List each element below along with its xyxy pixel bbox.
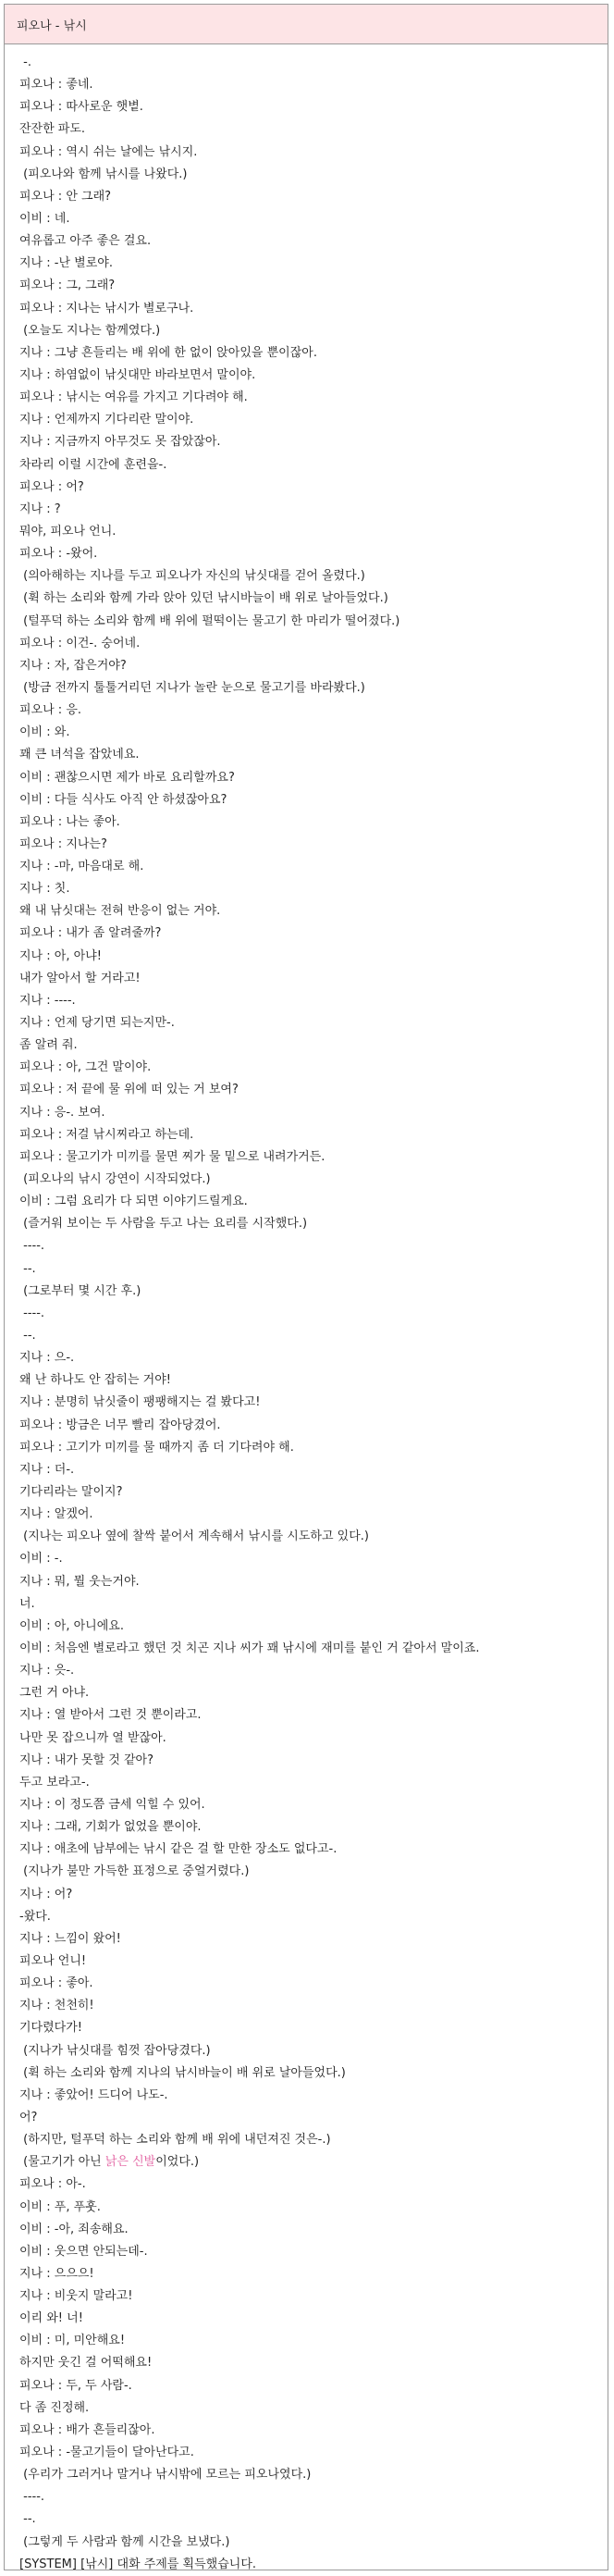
dialogue-panel [4, 4, 608, 2570]
line-text: 피오나 : 아, 그건 말이야. [19, 1060, 152, 1075]
line-text: 피오나 : 물고기가 미끼를 물면 찌가 물 밑으로 내려가거든. [19, 1149, 325, 1164]
page-title: 피오나 - 낚시 [17, 19, 87, 33]
dialogue-line [19, 1504, 608, 1526]
line-text: 다 좀 진정해. [19, 2400, 90, 2415]
dialogue-line [19, 946, 608, 968]
line-text: 피오나 : 저걸 낚시찌라고 하는데. [19, 1127, 194, 1142]
dialogue-line [19, 1057, 608, 1079]
line-text: 두고 보라고-. [19, 1775, 90, 1790]
dialogue-line [19, 1281, 608, 1303]
dialogue-line [19, 744, 608, 766]
line-text: 지나 : 천천히! [19, 1999, 94, 2013]
dialogue-line [19, 990, 608, 1012]
dialogue-line [19, 856, 608, 878]
line-text: 이비 : -. [19, 1552, 63, 1567]
dialogue-line [19, 1437, 608, 1459]
line-text: 피오나 : 그, 그래? [19, 279, 116, 293]
line-text: 지나 : 더-. [19, 1462, 75, 1477]
line-text: 피오나 : -물고기들이 달아난다고. [19, 2446, 194, 2460]
dialogue-line [19, 1124, 608, 1146]
dialogue-line [19, 1146, 608, 1169]
dialogue-line [19, 1571, 608, 1593]
line-text: 지나 : 응-. 보여. [19, 1105, 105, 1120]
line-text: 지나 : 내가 못할 것 같아? [19, 1752, 154, 1767]
line-text: 지나 : 비웃지 말라고! [19, 2289, 133, 2304]
line-text: 지나 : 알겠어. [19, 1507, 93, 1522]
line-text: 피오나 언니! [19, 1953, 87, 1968]
line-text: 좀 알려 줘. [19, 1038, 78, 1053]
dialogue-line [19, 1526, 608, 1548]
line-text: (의아해하는 지나를 두고 피오나가 자신의 낚싯대를 걷어 올렸다.) [19, 569, 365, 584]
line-text: 기다렸다가! [19, 2021, 83, 2036]
dialogue-line [19, 2532, 608, 2554]
dialogue-line [19, 2486, 608, 2508]
line-text: (그로부터 몇 시간 후.) [19, 1283, 141, 1298]
line-text: 너. [19, 1596, 35, 1611]
line-text: 꽤 큰 녀석을 잡았네요. [19, 748, 140, 762]
line-text: 지나 : 열 받아서 그런 것 뿐이라고. [19, 1708, 202, 1723]
dialogue-line [19, 1459, 608, 1481]
dialogue-line [19, 275, 608, 297]
dialogue-line [19, 677, 608, 700]
dialogue-line [19, 409, 608, 431]
line-text: 피오나 : -왔어. [19, 547, 98, 562]
dialogue-line [19, 431, 608, 453]
line-text: 피오나 : 저 끝에 물 위에 떠 있는 거 보여? [19, 1083, 239, 1097]
dialogue-line [19, 2352, 608, 2374]
dialogue-line [19, 2330, 608, 2352]
dialogue-line [19, 74, 608, 96]
dialogue-line [19, 208, 608, 230]
line-text: --. [19, 2512, 36, 2527]
dialogue-line [19, 2308, 608, 2330]
dialogue-line [19, 2464, 608, 2486]
dialogue-line [19, 2107, 608, 2129]
dialogue-line [19, 2174, 608, 2196]
dialogue-line [19, 1012, 608, 1034]
line-text: 이리 와! 너! [19, 2311, 83, 2326]
dialogue-line [19, 834, 608, 856]
dialogue-line [19, 2241, 608, 2263]
line-text: (우리가 그러거나 말거나 낚시밖에 모르는 피오나였다.) [19, 2468, 312, 2483]
line-text: 내가 알아서 할 거라고! [19, 971, 141, 985]
line-text: 지나 : 으-. [19, 1351, 75, 1366]
highlighted-item: 낡은 신발 [104, 2155, 156, 2170]
dialogue-line [19, 1816, 608, 1839]
line-text: 피오나 : 두, 두 사람-. [19, 2378, 132, 2393]
dialogue-line [19, 611, 608, 633]
dialogue-line [19, 1034, 608, 1057]
dialogue-line [19, 2397, 608, 2420]
line-text: 지나 : 칫. [19, 882, 70, 897]
dialogue-line [19, 2017, 608, 2039]
line-text: 이비 : 푸, 푸훗. [19, 2199, 101, 2214]
dialogue-line [19, 1750, 608, 1772]
dialogue-line [19, 142, 608, 164]
title-bar [5, 5, 608, 44]
line-text: 이비 : 괜찮으시면 제가 바로 요리할까요? [19, 770, 235, 785]
line-text: 지나 : 그냥 흔들리는 배 위에 한 없이 앉아있을 뿐이잖아. [19, 345, 317, 360]
dialogue-line [19, 521, 608, 543]
dialogue-line [19, 1235, 608, 1257]
line-text: (즐거워 보이는 두 사람을 두고 나는 요리를 시작했다.) [19, 1217, 308, 1232]
line-text: (휙 하는 소리와 함께 지나의 낚시바늘이 배 위로 날아들었다.) [19, 2065, 346, 2080]
dialogue-line [19, 1369, 608, 1392]
dialogue-line [19, 811, 608, 834]
dialogue-line [19, 1906, 608, 1928]
dialogue-line [19, 1415, 608, 1437]
line-text: (오늘도 지나는 함께였다.) [19, 323, 161, 338]
dialogue-line [19, 1839, 608, 1861]
line-text: (물고기가 아닌 [19, 2155, 105, 2170]
line-text: 지나 : -난 별로야. [19, 256, 113, 271]
line-text: 지나 : -마, 마음대로 해. [19, 860, 144, 874]
dialogue-line [19, 2062, 608, 2085]
dialogue-line [19, 499, 608, 521]
line-text: 피오나 : 지나는? [19, 836, 107, 851]
line-text: 피오나 : 지나는 낚시가 별로구나. [19, 301, 194, 316]
dialogue-line [19, 968, 608, 990]
dialogue-line [19, 655, 608, 677]
line-text: 지나 : 분명히 낚싯줄이 팽팽해지는 걸 봤다고! [19, 1395, 261, 1410]
dialogue-line [19, 700, 608, 722]
dialogue-line [19, 1481, 608, 1504]
dialogue-line [19, 2442, 608, 2464]
line-text: (털푸덕 하는 소리와 함께 배 위에 펄떡이는 물고기 한 마리가 떨어졌다.) [19, 613, 400, 628]
dialogue-line [19, 1347, 608, 1369]
line-text: 피오나 : 좋네. [19, 78, 93, 93]
dialogue-line [19, 1884, 608, 1906]
line-text: 지나 : 지금까지 아무것도 못 잡았잖아. [19, 435, 221, 450]
line-text: 지나 : 뭐, 뭘 웃는거야. [19, 1574, 140, 1589]
line-text: 나만 못 잡으니까 열 받잖아. [19, 1730, 166, 1745]
line-text: --. [19, 1261, 36, 1276]
line-text: 피오나 : 따사로운 햇볕. [19, 100, 143, 115]
line-text: 피오나 : 낚시는 여유를 가지고 기다려야 해. [19, 390, 248, 405]
dialogue-line [19, 767, 608, 789]
dialogue-line [19, 365, 608, 387]
dialogue-line [19, 1079, 608, 1101]
line-text: 피오나 : 고기가 미끼를 물 때까지 좀 더 기다려야 해. [19, 1440, 294, 1455]
line-text: 어? [19, 2110, 38, 2124]
dialogue-line [19, 2508, 608, 2531]
line-text: (피오나의 낚시 강연이 시작되었다.) [19, 1172, 211, 1187]
dialogue-body [5, 44, 608, 2576]
line-text: ----. [19, 2490, 45, 2505]
dialogue-line [19, 2263, 608, 2285]
line-text: (휙 하는 소리와 함께 가라 앉아 있던 낚시바늘이 배 위로 날아들었다.) [19, 591, 388, 606]
line-text: 잔잔한 파도. [19, 122, 86, 137]
dialogue-line [19, 1660, 608, 1682]
line-text: 이비 : 다들 식사도 아직 안 하셨잖아요? [19, 792, 227, 807]
line-text: 지나 : ----. [19, 993, 76, 1008]
line-text: 지나 : 느낌이 왔어! [19, 1931, 121, 1946]
dialogue-line [19, 1973, 608, 1995]
line-text: 기다리라는 말이지? [19, 1485, 123, 1499]
dialogue-line [19, 1169, 608, 1191]
dialogue-line [19, 633, 608, 655]
line-text: -왔다. [19, 1909, 51, 1924]
line-text: (하지만, 털푸덕 하는 소리와 함께 배 위에 내던져진 것은-.) [19, 2133, 331, 2148]
dialogue-line [19, 1258, 608, 1281]
line-text: 피오나 : 아-. [19, 2177, 86, 2192]
dialogue-line [19, 1682, 608, 1704]
dialogue-line [19, 1794, 608, 1816]
line-text: 피오나 : 어? [19, 479, 84, 494]
line-text: 지나 : ? [19, 502, 61, 516]
line-text: (피오나와 함께 낚시를 나왔다.) [19, 167, 188, 181]
dialogue-line [19, 230, 608, 253]
dialogue-line [19, 722, 608, 744]
dialogue-line [19, 2285, 608, 2308]
line-text: 이비 : -아, 죄송해요. [19, 2222, 129, 2236]
line-text: 왜 난 하나도 안 잡히는 거야! [19, 1373, 172, 1388]
line-text: 피오나 : 역시 쉬는 날에는 낚시지. [19, 144, 198, 159]
dialogue-line [19, 2151, 608, 2174]
dialogue-line [19, 342, 608, 365]
dialogue-line [19, 1861, 608, 1883]
line-text: -. [19, 56, 31, 69]
line-text: 뭐야, 피오나 언니. [19, 524, 117, 539]
line-text: 지나 : 으으으! [19, 2266, 94, 2281]
line-text: 이비 : 미, 미안해요! [19, 2334, 126, 2348]
dialogue-line [19, 2420, 608, 2442]
line-text: (지나가 불만 가득한 표정으로 중얼거렸다.) [19, 1864, 250, 1879]
line-text: 피오나 : 내가 좀 알려줄까? [19, 926, 162, 941]
line-text: 지나 : 그래, 기회가 없었을 뿐이야. [19, 1820, 202, 1835]
dialogue-line [19, 1951, 608, 1973]
line-text: 피오나 : 나는 좋아. [19, 814, 120, 829]
dialogue-line [19, 1616, 608, 1638]
line-text: 지나 : 하염없이 낚싯대만 바라보면서 말이야. [19, 367, 256, 382]
line-text: 피오나 : 방금은 너무 빨리 잡아당겼어. [19, 1418, 221, 1432]
line-text: 피오나 : 안 그래? [19, 189, 112, 204]
line-text: 이비 : 아, 아니에요. [19, 1618, 124, 1633]
dialogue-line [19, 52, 608, 74]
line-text: 그런 거 아냐. [19, 1686, 90, 1701]
dialogue-line [19, 588, 608, 610]
line-text: 왜 내 낚싯대는 전혀 반응이 없는 거야. [19, 904, 221, 919]
dialogue-line [19, 1995, 608, 2017]
dialogue-line [19, 2040, 608, 2062]
dialogue-line [19, 253, 608, 275]
line-text: 하지만 웃긴 걸 어떡해요! [19, 2356, 153, 2371]
line-text: 이었다.) [155, 2155, 200, 2170]
line-text: 차라리 이럴 시간에 훈련을-. [19, 457, 167, 472]
dialogue-line [19, 1325, 608, 1347]
line-text: 지나 : 언제 당기면 되는지만-. [19, 1016, 175, 1031]
dialogue-line [19, 164, 608, 186]
dialogue-line [19, 96, 608, 118]
dialogue-line [19, 2197, 608, 2219]
dialogue-line [19, 477, 608, 499]
dialogue-line [19, 298, 608, 320]
line-text: [SYSTEM] [낚시] 대화 주제를 획득했습니다. [19, 2557, 257, 2571]
line-text: 피오나 : 배가 흔들리잖아. [19, 2422, 155, 2437]
line-text: (방금 전까지 툴툴거리던 지나가 놀란 눈으로 물고기를 바라봤다.) [19, 680, 365, 695]
dialogue-line [19, 1728, 608, 1750]
line-text: 이비 : 네. [19, 211, 70, 226]
line-text: 지나 : 어? [19, 1887, 73, 1901]
dialogue-line [19, 543, 608, 565]
line-text: ----. [19, 1306, 45, 1320]
dialogue-line [19, 1638, 608, 1660]
dialogue-line [19, 320, 608, 342]
line-text: 이비 : 그럼 요리가 다 되면 이야기드릴게요. [19, 1195, 248, 1209]
line-text: 피오나 : 응. [19, 703, 82, 718]
dialogue-line [19, 2554, 608, 2576]
dialogue-line [19, 1593, 608, 1616]
line-text: 피오나 : 좋아. [19, 1976, 93, 1991]
dialogue-line [19, 878, 608, 900]
dialogue-line [19, 2085, 608, 2107]
line-text: --. [19, 1329, 36, 1344]
dialogue-line [19, 789, 608, 811]
line-text: 여유롭고 아주 좋은 걸요. [19, 234, 152, 249]
line-text: (그렇게 두 사람과 함께 시간을 보냈다.) [19, 2534, 230, 2549]
line-text: 지나 : 애초에 남부에는 낚시 같은 걸 할 만한 장소도 없다고-. [19, 1842, 338, 1857]
dialogue-line [19, 2219, 608, 2241]
dialogue-line [19, 1303, 608, 1325]
dialogue-line [19, 387, 608, 409]
dialogue-line [19, 1548, 608, 1570]
line-text: ----. [19, 1239, 45, 1254]
line-text: 피오나 : 이건-. 숭어네. [19, 636, 141, 650]
line-text: 이비 : 처음엔 별로라고 했던 것 치곤 지나 씨가 꽤 낚시에 재미를 붙인 거 같아서 말이죠. [19, 1641, 480, 1655]
line-text: (지나가 낚싯대를 힘껏 잡아당겼다.) [19, 2043, 211, 2058]
line-text: (지나는 피오나 옆에 찰싹 붙어서 계속해서 낚시를 시도하고 있다.) [19, 1530, 369, 1544]
dialogue-line [19, 1928, 608, 1951]
line-text: 지나 : 아, 아냐! [19, 948, 102, 963]
dialogue-line [19, 118, 608, 141]
line-text: 이비 : 웃으면 안되는데-. [19, 2244, 148, 2259]
dialogue-line [19, 454, 608, 477]
line-text: 지나 : 읏-. [19, 1664, 75, 1678]
line-text: 지나 : 좋았어! 드디어 나도-. [19, 2087, 168, 2102]
dialogue-line [19, 1392, 608, 1414]
line-text: 지나 : 언제까지 기다리란 말이야. [19, 413, 194, 427]
dialogue-line [19, 1191, 608, 1213]
line-text: 지나 : 이 정도쯤 금세 익힐 수 있어. [19, 1797, 205, 1812]
dialogue-line [19, 1102, 608, 1124]
dialogue-line [19, 900, 608, 923]
line-text: 이비 : 와. [19, 725, 70, 740]
dialogue-line [19, 923, 608, 945]
line-text: 지나 : 자, 잡은거야? [19, 658, 127, 673]
dialogue-line [19, 2375, 608, 2397]
dialogue-line [19, 1213, 608, 1235]
dialogue-line [19, 2129, 608, 2151]
dialogue-line [19, 1772, 608, 1794]
dialogue-line [19, 186, 608, 208]
dialogue-line [19, 565, 608, 588]
dialogue-line [19, 1704, 608, 1727]
